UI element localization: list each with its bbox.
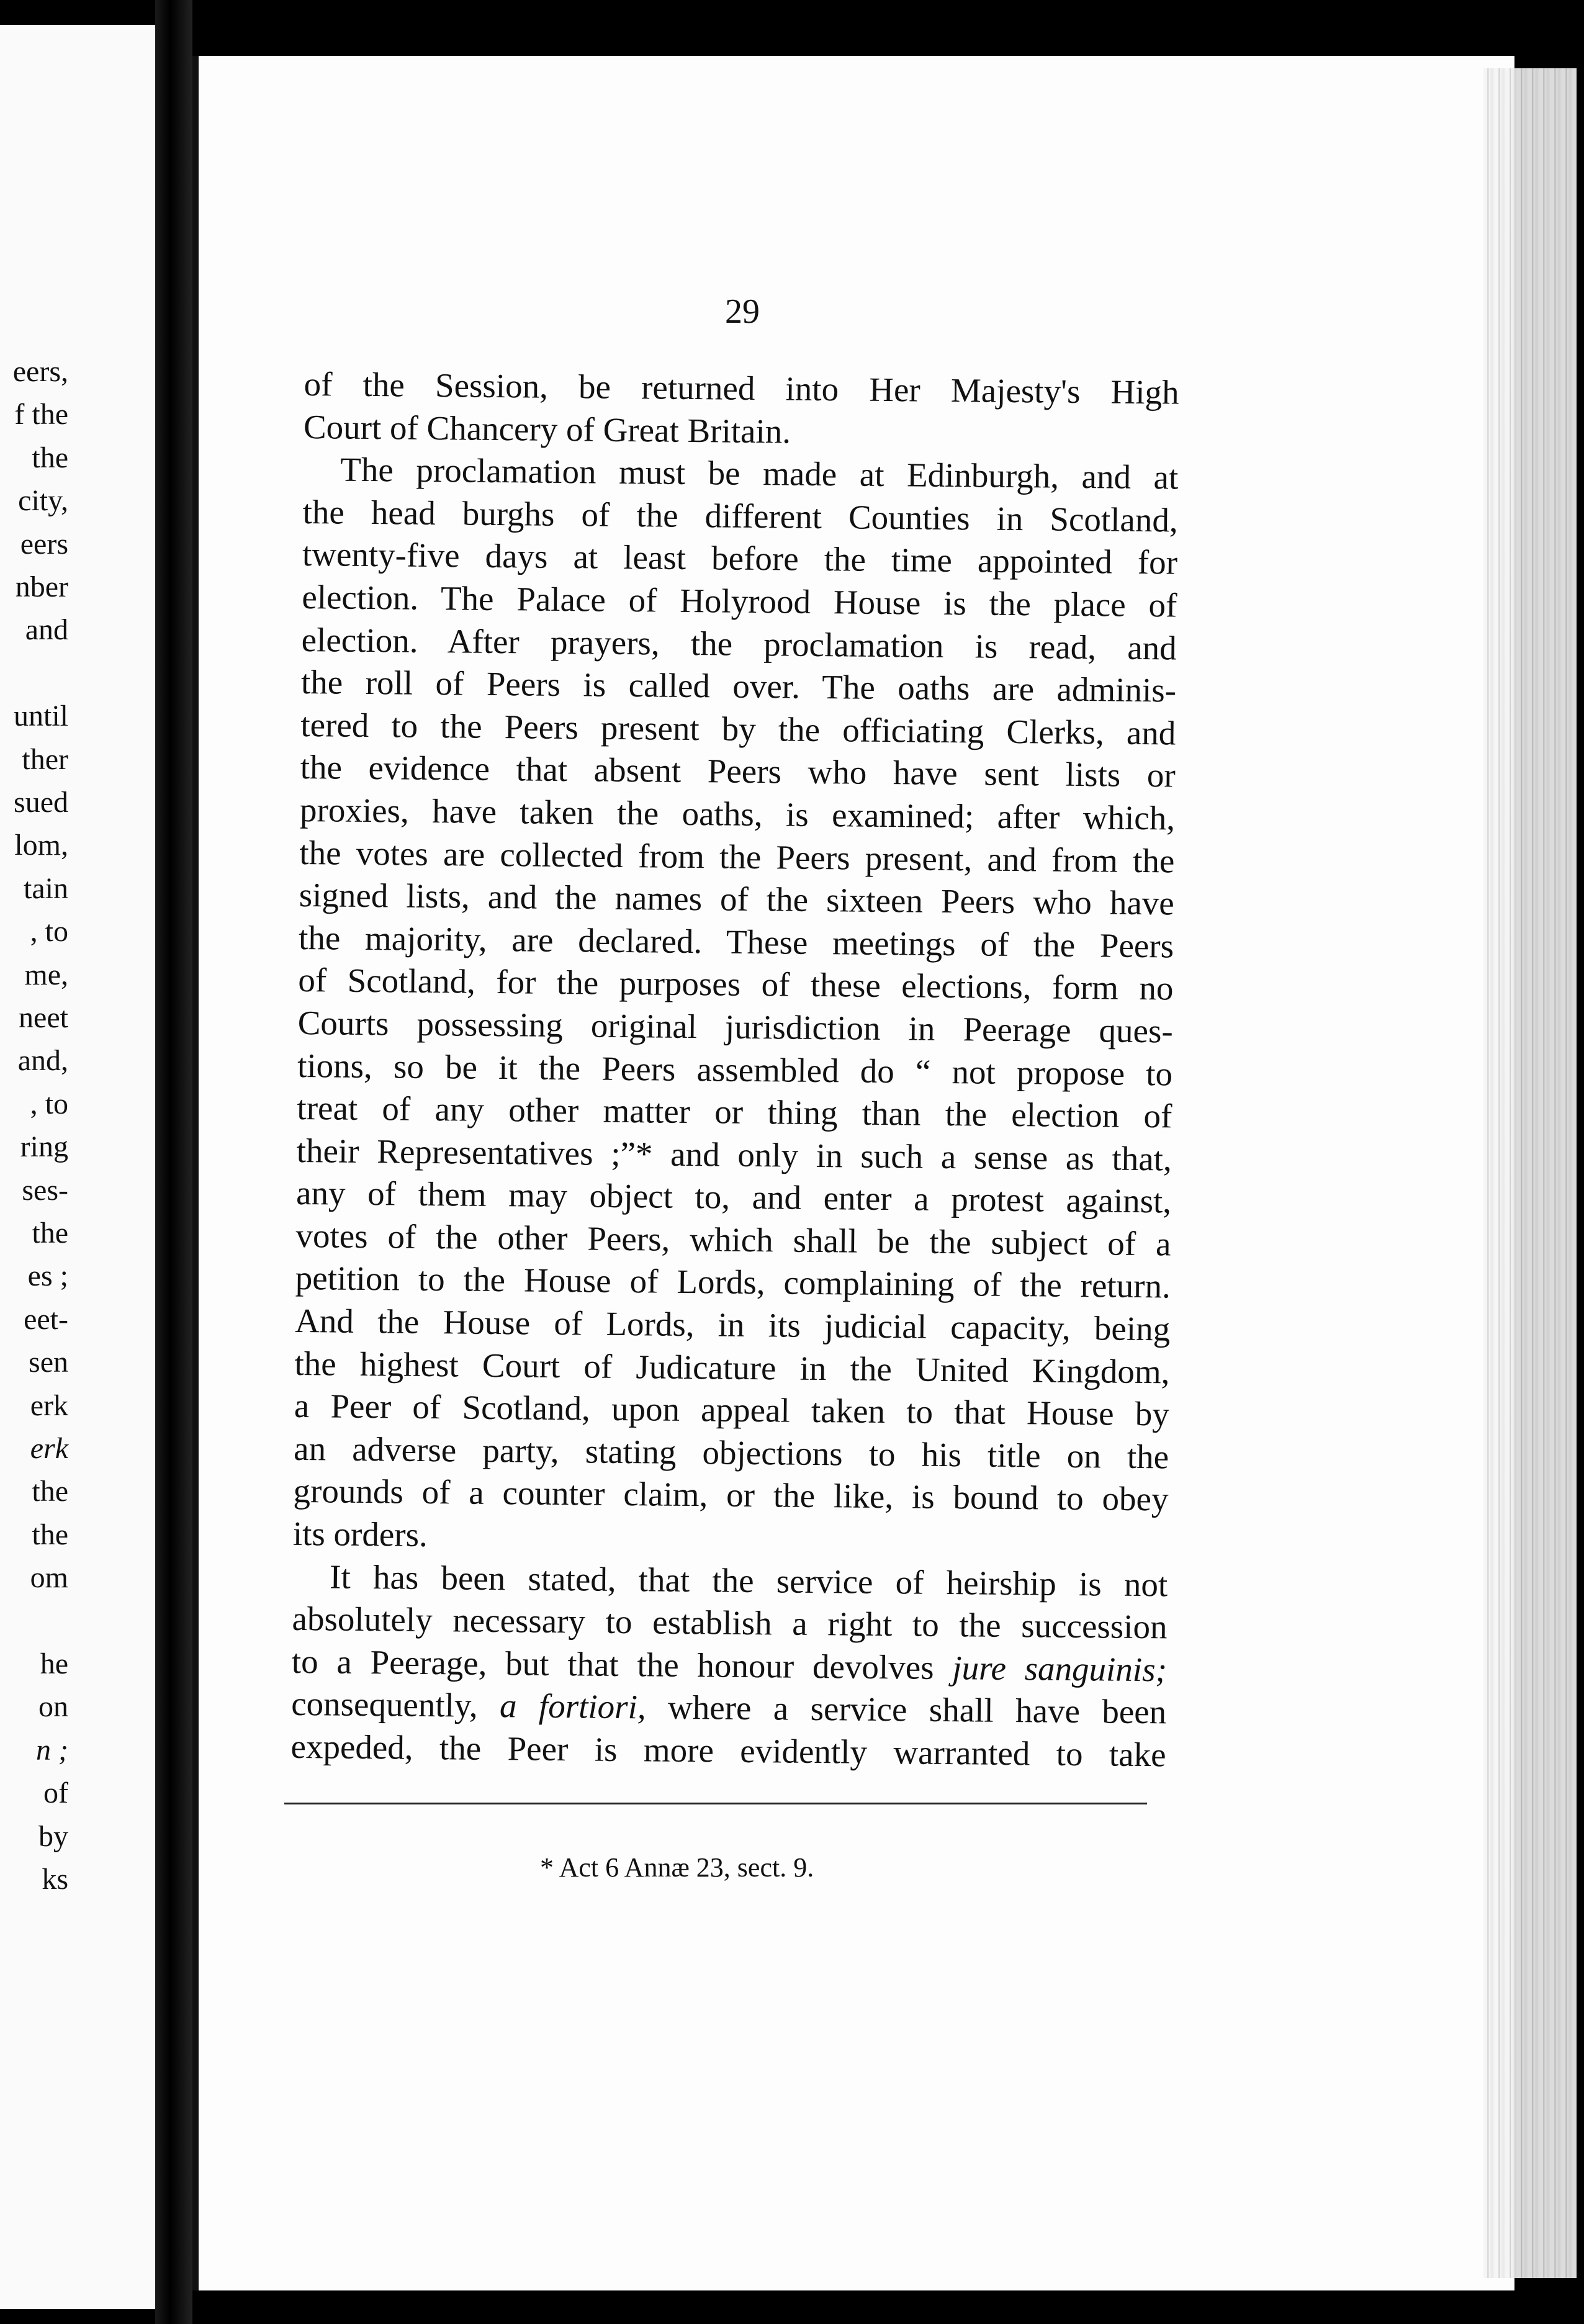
text-line: the highest Court of Judicature in the United Kingdom,	[294, 1344, 1170, 1391]
facing-page-fragment: until	[13, 700, 68, 733]
text-line: the majority, are declared. These meetings of the Peers	[298, 918, 1174, 965]
facing-page-fragment: ther	[22, 742, 68, 776]
text-line: an adverse party, stating objections to his title on the	[293, 1429, 1169, 1476]
facing-page-fragment: me,	[24, 958, 68, 991]
text-line: expeded, the Peer is more evidently warranted to take	[290, 1727, 1166, 1774]
facing-page-fragment: the	[32, 1217, 68, 1250]
book-gutter	[155, 0, 192, 2324]
text-line: tions, so be it the Peers assembled do “ not propose to	[297, 1046, 1173, 1092]
text-line: absolutely necessary to establish a right to the succession	[292, 1600, 1168, 1646]
text-line: consequently, a fortiori, where a service shall have been	[290, 1685, 1167, 1731]
footnote-rule	[284, 1803, 1147, 1804]
text-line: votes of the other Peers, which shall be the subject of a	[295, 1216, 1171, 1263]
facing-page-fragment: tain	[24, 872, 68, 905]
text-line: of Scotland, for the purposes of these elections, form no	[298, 961, 1174, 1007]
facing-page-fragment: eers,	[12, 355, 68, 388]
text-line: Courts possessing original jurisdiction in Peerage ques-	[297, 1003, 1174, 1050]
facing-page-fragment: the	[32, 1518, 68, 1551]
page-number: 29	[725, 292, 760, 331]
facing-page-fragment: ses-	[22, 1173, 68, 1207]
facing-page-fragment: and,	[17, 1044, 68, 1078]
facing-page-fragment: city,	[18, 484, 68, 518]
text-line: twenty-five days at least before the time appointed for	[302, 535, 1178, 582]
facing-page-fragment: n ;	[36, 1733, 68, 1767]
text-line: tered to the Peers present by the officiating Clerks, and	[300, 705, 1176, 752]
text-line: to a Peerage, but that the honour devolves jure sanguinis;	[291, 1642, 1168, 1689]
text-line: a Peer of Scotland, upon appeal taken to that House by	[294, 1387, 1170, 1433]
facing-page-fragment: ring	[20, 1130, 68, 1164]
facing-page-fragment: nber	[15, 570, 68, 603]
text-line: the evidence that absent Peers who have sent lists or	[300, 748, 1176, 795]
text-line: their Representatives ;”* and only in such a sense as that,	[296, 1131, 1172, 1178]
text-line: It has been stated, that the service of heirship is not	[329, 1557, 1168, 1604]
page-edges	[1483, 68, 1577, 2278]
facing-page-fragment: es ;	[27, 1259, 68, 1293]
footnote: * Act 6 Annæ 23, sect. 9.	[540, 1852, 814, 1883]
facing-page-fragment: the	[32, 441, 68, 474]
facing-page-fragment: erk	[30, 1389, 68, 1422]
text-line: election. After prayers, the proclamation is read, and	[301, 620, 1177, 667]
text-line: its orders.	[292, 1514, 428, 1554]
facing-page-fragment: ks	[42, 1863, 68, 1896]
facing-page-fragment: lom,	[14, 829, 68, 862]
facing-page-left	[0, 25, 155, 2309]
facing-page-fragment: , to	[30, 1087, 68, 1120]
facing-page-fragment: f the	[14, 398, 68, 431]
facing-page-fragment: eet-	[24, 1302, 68, 1336]
facing-page-fragment: the	[32, 1475, 68, 1508]
facing-page-fragment: eers	[20, 527, 68, 561]
facing-page-fragment: neet	[19, 1001, 68, 1034]
text-line: any of them may object to, and enter a protest against,	[295, 1174, 1172, 1220]
facing-page-fragment: sued	[14, 786, 68, 819]
text-line: the head burghs of the different Counties in Scotland,	[302, 492, 1178, 539]
facing-page-fragment: erk	[30, 1432, 68, 1465]
facing-page-fragment: by	[38, 1819, 68, 1853]
text-line: election. The Palace of Holyrood House is the place of	[302, 577, 1177, 624]
body-text	[290, 363, 1179, 1777]
facing-page-fragment: of	[43, 1777, 68, 1810]
text-line: of the Session, be returned into Her Majesty's High	[304, 364, 1179, 412]
facing-page-fragment: he	[40, 1647, 68, 1680]
facing-page-fragment: , to	[30, 915, 68, 948]
facing-page-fragment: om	[30, 1561, 68, 1595]
text-line: And the House of Lords, in its judicial capacity, being	[294, 1301, 1171, 1348]
text-line: The proclamation must be made at Edinburgh, and at	[340, 450, 1179, 497]
text-line: signed lists, and the names of the sixteen Peers who have	[299, 876, 1175, 922]
facing-page-fragment: sen	[29, 1346, 68, 1379]
facing-page-fragment: on	[38, 1690, 68, 1724]
text-line: proxies, have taken the oaths, is examined; after which,	[299, 790, 1176, 837]
facing-page-fragment: and	[25, 613, 68, 647]
text-line: treat of any other matter or thing than the election of	[297, 1089, 1172, 1135]
text-line: Court of Chancery of Great Britain.	[303, 407, 791, 451]
text-line: petition to the House of Lords, complaining of the return.	[295, 1259, 1171, 1305]
text-line: the votes are collected from the Peers present, and from the	[299, 833, 1175, 880]
text-line: grounds of a counter claim, or the like, is bound to obey	[293, 1472, 1169, 1518]
text-line: the roll of Peers is called over. The oaths are adminis-	[300, 663, 1177, 709]
